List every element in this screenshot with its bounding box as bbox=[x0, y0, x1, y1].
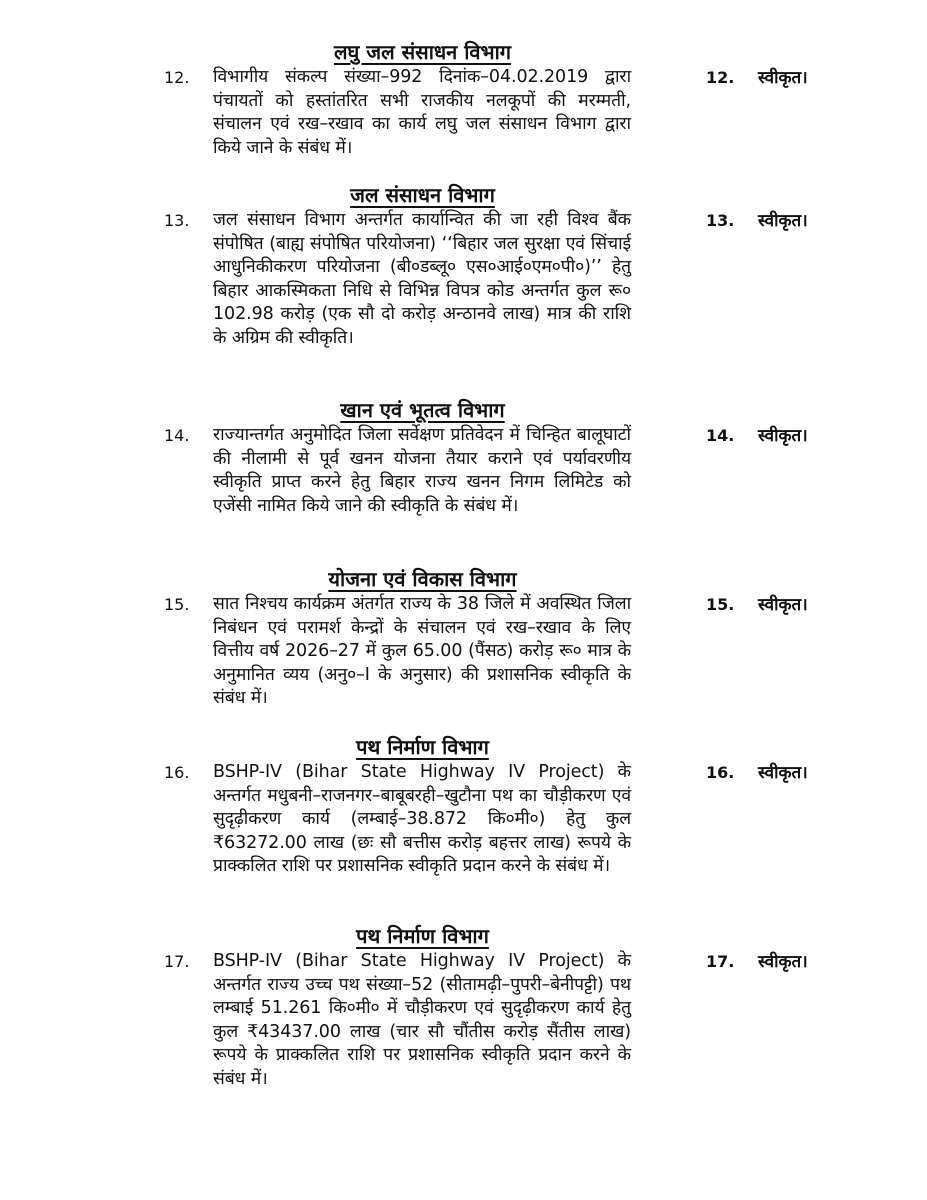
result-number: 15. bbox=[706, 595, 735, 614]
department-heading: पथ निर्माण विभाग bbox=[356, 924, 489, 948]
item-text: विभागीय संकल्प संख्या–992 दिनांक–04.02.2019 द्वारा पंचायतों को हस्तांतरित सभी राजकीय नलकूपों की मरम्मती, संचालन एवं रख–रखाव का कार्य लघु जल संसाधन विभाग द्वारा किये जाने के संबंध में। bbox=[213, 67, 631, 158]
department-heading: खान एवं भूतत्व विभाग bbox=[340, 398, 505, 422]
item-number: 12. bbox=[164, 68, 190, 87]
item-text: राज्यान्तर्गत अनुमोदित जिला सर्वेक्षण प्रतिवेदन में चिन्हित बालूघाटों की नीलामी से पूर्व खनन योजना तैयार कराने एवं पर्यावरणीय स्वीकृति प्राप्त करने हेतु बिहार राज्य खनन निगम लिमिटेड को एजेंसी नामित किये जाने की स्वीकृति के संबंध में। bbox=[213, 425, 631, 516]
item-number: 13. bbox=[164, 211, 190, 230]
result-number: 16. bbox=[706, 763, 735, 782]
status-label: स्वीकृत। bbox=[758, 595, 808, 615]
item-text: BSHP-IV (Bihar State Highway IV Project) के अन्तर्गत राज्य उच्च पथ संख्या–52 (सीतामढ़ी–पुपरी–बेनीपट्टी) पथ लम्बाई 51.261 कि०मी० में चौड़ीकरण एवं सुदृढ़ीकरण कार्य हेतु कुल ₹43437.00 लाख (चार सौ चौंतीस करोड़ सैंतीस लाख) रूपये के प्राक्कलित राशि पर प्रशासनिक स्वीकृति प्रदान करने के संबंध में। bbox=[213, 951, 631, 1089]
status-label: स्वीकृत। bbox=[758, 426, 808, 446]
item-text: BSHP-IV (Bihar State Highway IV Project) के अन्तर्गत मधुबनी–राजनगर–बाबूबरही–खुटौना पथ का चौड़ीकरण एवं सुदृढ़ीकरण कार्य (लम्बाई–38.872 कि०मी०) हेतु कुल ₹63272.00 लाख (छः सौ बत्तीस करोड़ बहत्तर लाख) रूपये के प्राक्कलित राशि पर प्रशासनिक स्वीकृति प्रदान करने के संबंध में। bbox=[213, 762, 631, 876]
status-label: स्वीकृत। bbox=[758, 211, 808, 231]
item-number: 15. bbox=[164, 595, 190, 614]
item-number: 16. bbox=[164, 763, 190, 782]
item-text: सात निश्चय कार्यक्रम अंतर्गत राज्य के 38 जिले में अवस्थित जिला निबंधन एवं परामर्श केन्द्रों के संचालन एवं रख–रखाव के लिए वित्तीय वर्ष 2026–27 में कुल 65.00 (पैंसठ) करोड़ रू० मात्र के अनुमानित व्यय (अनु०–I के अनुसार) की प्रशासनिक स्वीकृति के संबंध में। bbox=[213, 594, 631, 708]
result-number: 13. bbox=[706, 211, 735, 230]
status-label: स्वीकृत। bbox=[758, 952, 808, 972]
department-heading: जल संसाधन विभाग bbox=[350, 183, 495, 207]
department-heading: योजना एवं विकास विभाग bbox=[328, 567, 517, 591]
item-number: 17. bbox=[164, 952, 190, 971]
department-heading: लघु जल संसाधन विभाग bbox=[333, 40, 512, 64]
result-number: 14. bbox=[706, 426, 735, 445]
item-number: 14. bbox=[164, 426, 190, 445]
result-number: 17. bbox=[706, 952, 735, 971]
item-text: जल संसाधन विभाग अन्तर्गत कार्यान्वित की जा रही विश्व बैंक संपोषित (बाह्य संपोषित परियोजना) ‘‘बिहार जल सुरक्षा एवं सिंचाई आधुनिकीकरण परियोजना (बी०डब्लू० एस०आई०एम०पी०)’’ हेतु बिहार आकस्मिकता निधि से विभिन्न विपत्र कोड अन्तर्गत कुल रू० 102.98 करोड़ (एक सौ दो करोड़ अन्ठानवे लाख) मात्र की राशि के अग्रिम की स्वीकृति। bbox=[213, 210, 631, 348]
status-label: स्वीकृत। bbox=[758, 68, 808, 88]
result-number: 12. bbox=[706, 68, 735, 87]
status-label: स्वीकृत। bbox=[758, 763, 808, 783]
department-heading: पथ निर्माण विभाग bbox=[356, 735, 489, 759]
